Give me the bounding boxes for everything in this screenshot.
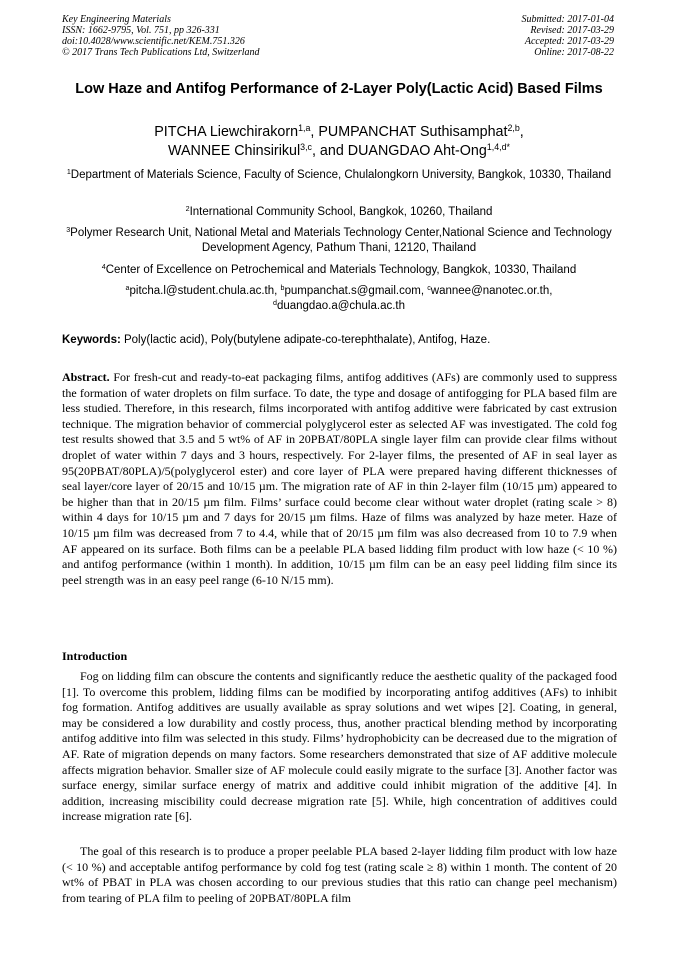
affiliation-number: 2 <box>185 205 190 214</box>
affiliation-number: 3 <box>66 226 71 235</box>
introduction-paragraph-2 <box>62 844 617 906</box>
introduction-heading: Introduction <box>62 649 128 663</box>
doi-line: doi:10.4028/www.scientific.net/KEM.751.326 <box>62 36 245 47</box>
affiliation-text: Department of Materials Science, Faculty of Science, Chulalongkorn University, Bangkok, 10330, Thailand <box>70 169 612 181</box>
keywords <box>62 333 617 348</box>
author-separator: , <box>310 124 319 140</box>
abstract-text: For fresh-cut and ready-to-eat packaging films, antifog additives (AFs) are commonly used to suppress the formation of water droplets on film surface. To date, the type and dosage of antifogging for PLA based film are less studied. Therefore, in this research, films incorporated with antifog additive were fabricated by cast extrusion technique. The migration behavior of commercial polyglycerol ester as selected AF was investigated. The cold fog test results showed that 3.5 and 5 wt% of AF in 20PBAT/80PLA single layer film can provide clear films without droplet of water within 7 days and 3 hours, respectively. For 2-layer films, the presented of AF in seal layer as 95(20PBAT/80PLA)/5(polyglycerol ester) and core layer of PLA were prepared having different thicknesses of seal layer/core layer of 20/15 and 10/15 µm. The migration rate of AF in thin 2-layer film (10/15 µm) appeared to be higher than that in 20/15 µm film. Films’ surface could become clear without water droplet (rating scale > 8) within 4 days for 10/15 µm and 7 days for 20/15 µm films. Haze of films was analyzed by haze meter. Haze of 10/15 µm film was decreased from 7 to 4.4, while that of 20/15 µm film was also decreased from 10 to 7.9 when AF appeared on its surface. Both films can be a peelable PLA based lidding film product with low haze (< 10 %) and antifog performance (within 1 month). In addition, 10/15 µm film can be an easy peel lidding film since its peel strength was in an easy peel range (6-10 N/15 mm). <box>62 370 617 587</box>
affiliation-number: 1 <box>66 168 71 177</box>
affiliation-4 <box>66 263 612 278</box>
abstract-label: Abstract. <box>62 370 110 384</box>
author-affiliation-marker: 2,b <box>507 123 520 134</box>
revised-date: Revised: 2017-03-29 <box>530 25 614 36</box>
email-address: wannee@nanotec.or.th, <box>430 285 553 297</box>
email-address: duangdao.a@chula.ac.th <box>276 300 406 312</box>
copyright-line: © 2017 Trans Tech Publications Ltd, Switzerland <box>62 47 260 58</box>
author-separator: , and <box>311 143 348 159</box>
author-separator: , <box>519 124 524 140</box>
online-date: Online: 2017-08-22 <box>534 47 614 58</box>
keywords-text: Poly(lactic acid), Poly(butylene adipate-co-terephthalate), Antifog, Haze. <box>120 334 491 346</box>
paragraph-text: The goal of this research is to produce a proper peelable PLA based 2-layer lidding film product with low haze (< 10 %) and acceptable antifog performance by cold fog test (rating scale ≥ 8) within 1 month. The content of 20 wt% of PBAT in PLA was chosen according to our previous studies that this ratio can change peel mechanism) from tearing of PLA film to peeling of 20PBAT/80PLA film <box>62 844 617 905</box>
email-marker: b <box>280 284 285 293</box>
affiliation-number: 4 <box>101 263 106 272</box>
author-affiliation-marker: 3,c <box>300 142 312 153</box>
accepted-date: Accepted: 2017-03-29 <box>524 36 614 47</box>
email-address: pumpanchat.s@gmail.com, <box>284 285 428 297</box>
affiliation-1 <box>66 168 612 183</box>
submitted-date: Submitted: 2017-01-04 <box>521 14 614 25</box>
email-address: pitcha.l@student.chula.ac.th, <box>129 285 281 297</box>
affiliation-2 <box>66 205 612 220</box>
dates-info <box>522 14 615 58</box>
introduction-paragraph-1 <box>62 669 617 825</box>
author-name: DUANGDAO Aht-Ong <box>347 143 487 159</box>
author-affiliation-marker: 1,4,d* <box>486 142 510 153</box>
author-affiliation-marker: 1,a <box>298 123 311 134</box>
author-name: PITCHA Liewchirakorn <box>154 124 299 140</box>
affiliation-text: Polymer Research Unit, National Metal and Materials Technology Center,National Science and Technology Development Agency, Pathum Thani, 12120, Thailand <box>70 227 612 254</box>
email-marker: c <box>427 284 431 293</box>
author-emails <box>66 284 612 314</box>
affiliation-text: International Community School, Bangkok, 10260, Thailand <box>189 206 493 218</box>
email-marker: a <box>125 284 130 293</box>
journal-name: Key Engineering Materials <box>62 14 171 25</box>
author-list <box>80 123 598 161</box>
affiliation-text: Center of Excellence on Petrochemical and Materials Technology, Bangkok, 10330, Thailand <box>105 264 577 276</box>
abstract <box>62 370 617 588</box>
issn-line: ISSN: 1662-9795, Vol. 751, pp 326-331 <box>62 25 220 36</box>
keywords-label: Keywords: <box>62 334 121 346</box>
author-name: PUMPANCHAT Suthisamphat <box>318 124 508 140</box>
author-name: WANNEE Chinsirikul <box>168 143 301 159</box>
paper-title: Low Haze and Antifog Performance of 2-Layer Poly(Lactic Acid) Based Films <box>75 81 603 97</box>
paragraph-text: Fog on lidding film can obscure the contents and significantly reduce the aesthetic quality of the packaged food [1]. To overcome this problem, lidding films can be modified by incorporating antifog additives (AFs) to inhibit fog formation. Antifog additives are usually available as spray solutions and wet wipes [2]. Coating, in general, may be considered a low durability and costly process, thus, another practical blending method by incorporating antifog additive into film was selected in this study. Films’ hydrophobicity can be decreased due to the migration of AF. Rate of migration depends on many factors. Some researchers demonstrated that size of AF additive molecule affects migration behavior. Smaller size of AF molecule could easily migrate to the surface [3]. Another factor was surface energy, similar surface energy of matrix and additive could inhibit migration of the additive [4]. In addition, increasing miscibility could decrease migration rate [5]. While, high concentration of additives could increase migration rate [6]. <box>62 669 617 824</box>
affiliation-3 <box>66 226 612 256</box>
email-marker: d <box>272 299 277 308</box>
journal-info <box>62 14 260 58</box>
